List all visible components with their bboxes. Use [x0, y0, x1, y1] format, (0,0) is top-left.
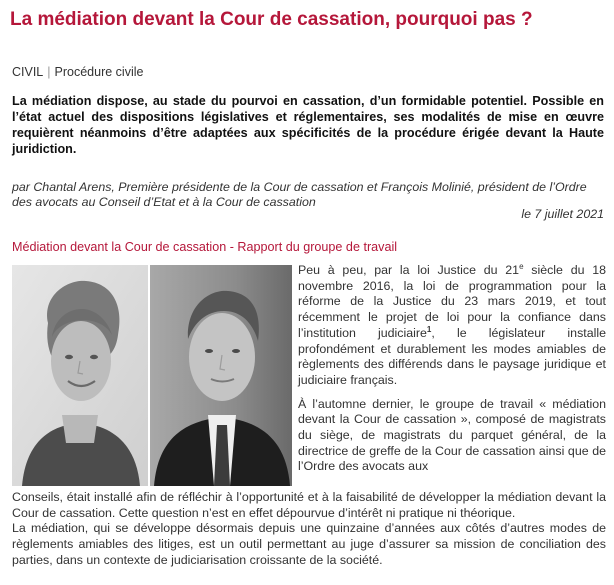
article-body-full — [12, 490, 606, 569]
subcategory-link[interactable]: Procédure civile — [54, 65, 144, 79]
category-link[interactable]: CIVIL — [12, 65, 44, 79]
photo-chantal-arens — [12, 265, 148, 486]
body-paragraph-2-start: À l’automne dernier, le groupe de travail « médiation devant la Cour de cassation », composé de magistrats du siège, de magistrats du parquet général, de la directrice de greffe de la Cour de cassation ainsi que de l’Ordre des avocats aux — [298, 396, 606, 474]
body-paragraph-2-end: Conseils, était installé afin de réfléchir à l’opportunité et à la faisabilité de développer la médiation devant la Cour de cassation. Cette question n’est en effet dépourvue d’intérêt ni pratique ni théorique. — [12, 490, 606, 520]
body-paragraph-3: La médiation, qui se développe désormais depuis une quinzaine d’années aux côtés d’autres modes de règlements amiables des litiges, est un outil permettant au juge d’assurer sa mission de conciliation des parties, dans un contexte de judiciarisation croissante de la société. — [12, 521, 606, 567]
article-date: le 7 juillet 2021 — [521, 207, 604, 221]
footnote-ref[interactable]: 1 — [426, 324, 432, 334]
author-photos — [12, 265, 292, 486]
body-paragraph-1: Peu à peu, par la loi Justice du 21e siècle du 18 novembre 2016, la loi de programmation pour la réforme de la Justice du 23 mars 2019, et tout récemment le projet de loi pour la confiance dans l’institution judiciaire$^1$, le législateur installe profondément et durablement les modes amiables de règlements des différends dans le paysage juridique et judiciaire français. — [298, 261, 607, 387]
category-line — [12, 64, 143, 80]
article-byline: par Chantal Arens, Première présidente de la Cour de cassation et François Molinié, président de l’Ordre des avocats au Conseil d’Etat et à la Cour de cassation — [12, 180, 587, 209]
article-body-column — [298, 263, 606, 483]
portrait-woman-image — [12, 265, 148, 486]
photo-francois-molinie — [150, 265, 292, 486]
portrait-man-image — [150, 265, 292, 486]
category-separator: | — [47, 65, 51, 79]
article-lead: La médiation dispose, au stade du pourvoi en cassation, d’un formidable potentiel. Possible en l’état actuel des dispositions législatives et réglementaires, ses modalités de mise en œuvre requièrent néanmoins d’être adaptées aux spécificités de la procédure érigée devant la Haute juridiction. — [12, 94, 604, 156]
related-report-link[interactable]: Médiation devant la Cour de cassation - Rapport du groupe de travail — [12, 240, 398, 254]
article-title: La médiation devant la Cour de cassation, pourquoi pas ? — [10, 9, 533, 30]
